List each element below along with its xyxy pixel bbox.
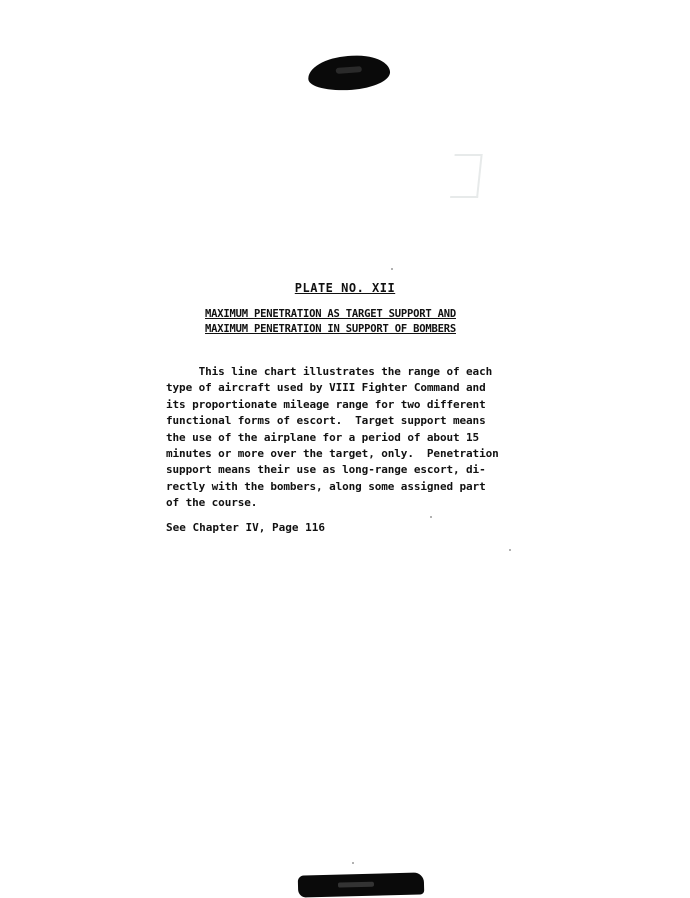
scan-speck: [430, 516, 432, 518]
faded-classification-stamp: [237, 140, 498, 200]
body-line: This line chart illustrates the range of each: [166, 365, 493, 378]
subtitle-line-2: MAXIMUM PENETRATION IN SUPPORT OF BOMBERS: [205, 323, 456, 335]
body-line: of the course.: [166, 496, 258, 510]
body-paragraph: [166, 364, 538, 512]
body-line: type of aircraft used by VIII Fighter Command and: [166, 381, 486, 395]
bottom-redaction-mark: [298, 872, 425, 897]
scan-speck: [352, 862, 354, 864]
scan-speck: [509, 549, 511, 551]
subtitle-line-1: MAXIMUM PENETRATION AS TARGET SUPPORT AND: [205, 308, 456, 320]
body-line: functional forms of escort. Target support means: [166, 414, 486, 428]
stamp-bracket-mark: [450, 154, 483, 198]
plate-title: PLATE NO. XII: [294, 281, 396, 295]
body-line: the use of the airplane for a period of about 15: [166, 430, 480, 444]
top-redaction-mark: [307, 53, 391, 93]
body-line: its proportionate mileage range for two different: [166, 397, 486, 411]
body-line: minutes or more over the target, only. Penetration: [166, 447, 499, 461]
chapter-reference: See Chapter IV, Page 116: [166, 521, 325, 534]
scan-speck: [391, 268, 393, 270]
body-line: support means their use as long-range escort, di-: [166, 463, 486, 477]
body-line: rectly with the bombers, along some assigned part: [166, 479, 486, 493]
